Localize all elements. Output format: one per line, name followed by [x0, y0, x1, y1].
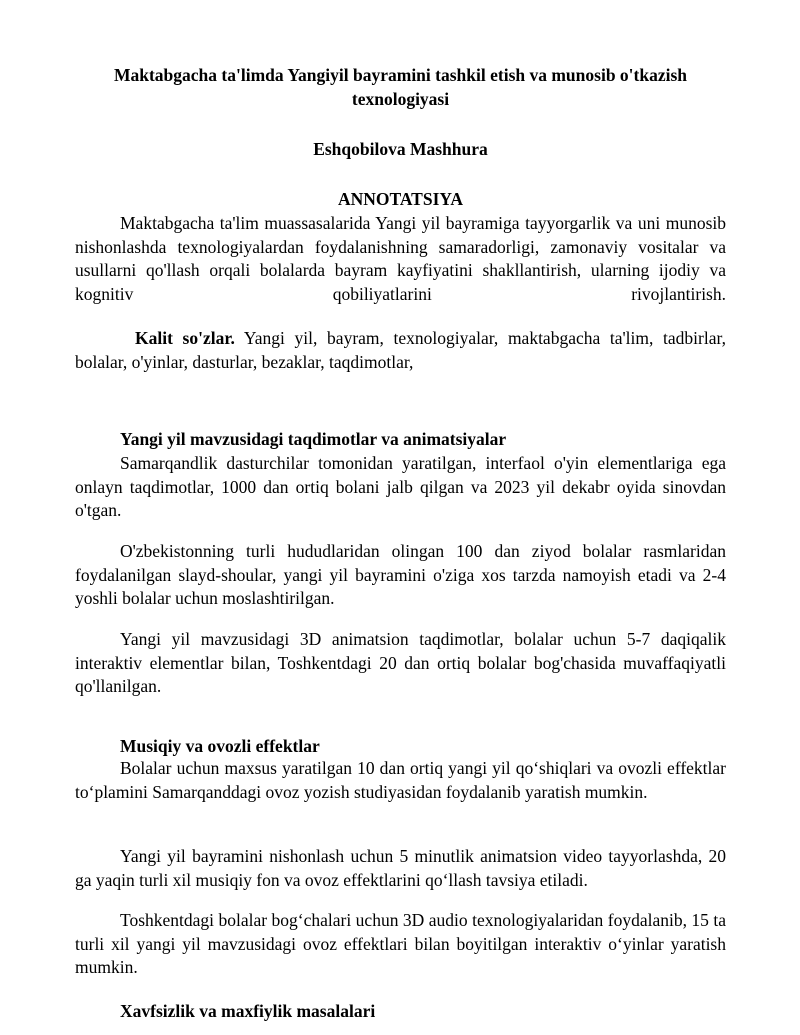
keywords-label: Kalit so'zlar. — [135, 328, 235, 348]
section-paragraph: O'zbekistonning turli hududlaridan olingan 100 dan ziyod bolalar rasmlaridan foydalanilgan slayd-shoular, yangi yil bayramini o'ziga xos tarzda namoyish etadi va 2-4 yoshli bolalar uchun moslashtirilgan. — [75, 541, 726, 609]
keywords-paragraph — [75, 327, 726, 374]
section-heading: Xavfsizlik va maxfiylik masalalari — [120, 1001, 376, 1021]
section-heading: Yangi yil mavzusidagi taqdimotlar va animatsiyalar — [120, 429, 507, 449]
section-paragraph: Yangi yil mavzusidagi 3D animatsion taqdimotlar, bolalar uchun 5-7 daqiqalik interaktiv elementlar bilan, Toshkentdagi 20 dan ortiq bolalar bog'chasida muvaffaqiyatli qo'llanilgan. — [75, 629, 726, 697]
annotation-heading: ANNOTATSIYA — [337, 189, 464, 209]
annotation-paragraph: Maktabgacha ta'lim muassasalarida Yangi yil bayramiga tayyorgarlik va uni munosib nishonlashda texnologiyalardan foydalanishning samaradorligi, zamonaviy vositalar va usullarni qo'llash orqali bolalarda bayram kayfiyatini shakllantirish, ularning ijodiy va kognitiv qobiliyatlarini rivojlantirish. — [75, 213, 726, 304]
document-title: Maktabgacha ta'limda Yangiyil bayramini tashkil etish va munosib o'tkazish texnologiyasi — [113, 65, 688, 109]
section-paragraph: Samarqandlik dasturchilar tomonidan yaratilgan, interfaol o'yin elementlariga ega onlayn taqdimotlar, 1000 dan ortiq bolani jalb qilgan va 2023 yil dekabr oyida sinovdan o'tgan. — [75, 453, 726, 521]
section-heading: Musiqiy va ovozli effektlar — [120, 736, 320, 756]
keywords-text: Yangi yil, bayram, texnologiyalar, maktabgacha ta'lim, tadbirlar, bolalar, o'yinlar, dasturlar, bezaklar, taqdimotlar, — [75, 328, 726, 372]
author-name: Eshqobilova Mashhura — [313, 139, 488, 159]
section-paragraph: Yangi yil bayramini nishonlash uchun 5 minutlik animatsion video tayyorlashda, 20 ga yaqin turli xil musiqiy fon va ovoz effektlarini qo‘llash tavsiya etiladi. — [75, 846, 726, 890]
section-paragraph: Bolalar uchun maxsus yaratilgan 10 dan ortiq yangi yil qo‘shiqlari va ovozli effektlar to‘plamini Samarqanddagi ovoz yozish studiyasidan foydalanib yaratish mumkin. — [75, 758, 726, 802]
section-paragraph: Toshkentdagi bolalar bog‘chalari uchun 3D audio texnologiyalaridan foydalanib, 15 ta turli xil yangi yil mavzusidagi ovoz effektlari bilan boyitilgan interaktiv o‘yinlar yaratish mumkin. — [75, 910, 726, 978]
